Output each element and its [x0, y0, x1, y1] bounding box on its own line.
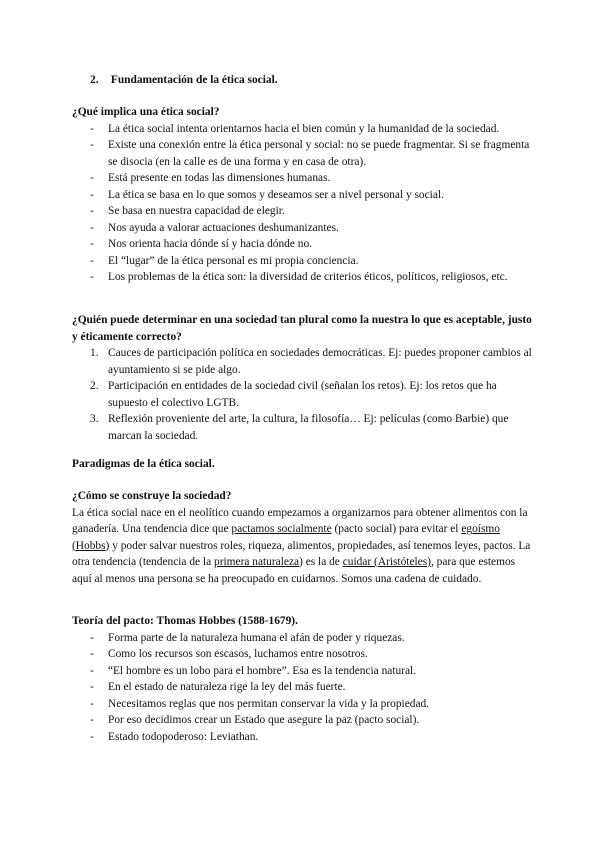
list-item: - Nos orienta hacia dónde sí y hacia dónde no.: [72, 236, 532, 253]
underlined-term: pactamos socialmente: [231, 523, 332, 535]
question-heading: ¿Cómo se construye la sociedad?: [72, 490, 232, 502]
list-item: - Se basa en nuestra capacidad de elegir.: [72, 203, 532, 220]
hobbes-block: [72, 613, 532, 745]
list-marker: 3.: [90, 413, 99, 425]
question-heading: ¿Qué implica una ética social?: [72, 106, 220, 118]
list-item: [72, 345, 532, 378]
list-item: - Como los recursos son escasos, luchamos entre nosotros.: [72, 646, 532, 663]
paradigms-heading: Paradigmas de la ética social.: [72, 458, 215, 470]
paragraph-text: La ética social nace en el neolítico cuando empezamos a organizarnos para obtener alimentos con la ganadería. Una tendencia dice que: [72, 506, 528, 535]
list-item: - Por eso decidimos crear un Estado que asegure la paz (pacto social).: [72, 712, 532, 729]
list-item: - Forma parte de la naturaleza humana el afán de poder y riquezas.: [72, 630, 532, 647]
list-item: - Nos ayuda a valorar actuaciones deshumanizantes.: [72, 220, 532, 237]
list-item: - Está presente en todas las dimensiones humanas.: [72, 170, 532, 187]
list-item: - La ética se basa en lo que somos y deseamos ser a nivel personal y social.: [72, 187, 532, 204]
paragraph: [72, 505, 532, 588]
section-heading: [72, 72, 532, 89]
underlined-term: primera naturaleza: [214, 556, 300, 568]
list-item-text: Cauces de participación política en sociedades democráticas. Ej: puedes proponer cambios al ayuntamiento si se pide algo.: [108, 347, 532, 376]
paragraph-text: y poder salvar nuestros roles, riqueza, alimentos, propiedades, así tenemos leyes, pactos. La otra tendencia (tendencia de la: [72, 539, 531, 568]
list-item: - En el estado de naturaleza rige la ley del más fuerte.: [72, 679, 532, 696]
list-marker: 2.: [90, 380, 99, 392]
list-item: [72, 378, 532, 411]
section-number: 2.: [90, 74, 99, 86]
list-item: - La ética social intenta orientarnos hacia el bien común y la humanidad de la sociedad.: [72, 121, 532, 138]
hobbes-heading: Teoría del pacto: Thomas Hobbes (1588-1679).: [72, 615, 298, 627]
list-item: - “El hombre es un lobo para el hombre”. Esa es la tendencia natural.: [72, 663, 532, 680]
list-marker: 1.: [90, 347, 99, 359]
list-item-text: Participación en entidades de la sociedad civil (señalan los retos). Ej: los retos que ha supuesto el colectivo LGTB.: [108, 380, 497, 409]
underlined-term: cuidar (Aristóteles): [342, 556, 431, 568]
numbered-list: [72, 345, 532, 444]
list-item: - Existe una conexión entre la ética personal y social: no se puede fragmentar. Si se fragmenta se disocia (en la calle es de una forma y en casa de otra).: [72, 137, 532, 170]
list-item: - Necesitamos reglas que nos permitan conservar la vida y la propiedad.: [72, 696, 532, 713]
paradigms-block: [72, 456, 532, 473]
paragraph-text: ) es la de: [299, 556, 343, 568]
section-title-row: [72, 72, 532, 89]
section-title: Fundamentación de la ética social.: [110, 74, 278, 86]
list-item-text: Reflexión proveniente del arte, la cultura, la filosofía… Ej: películas (como Barbie) que marcan la sociedad.: [108, 413, 509, 442]
bullet-list: [72, 630, 532, 746]
list-item: [72, 411, 532, 444]
list-item: - Los problemas de la ética son: la diversidad de criterios éticos, políticos, religiosos, etc.: [72, 269, 532, 286]
question-block-3: [72, 488, 532, 587]
question-block-2: [72, 312, 532, 444]
list-item: - Estado todopoderoso: Leviathan.: [72, 729, 532, 746]
paragraph-text: , para que estemos aquí al menos una persona se ha preocupado en cuidarnos. Somos una cadena de cuidado.: [72, 556, 516, 585]
underlined-term: egoísmo (Hobbs): [72, 523, 500, 552]
bullet-list: [72, 121, 532, 286]
question-heading: ¿Quién puede determinar en una sociedad tan plural como la nuestra lo que es aceptable, justo y éticamente correcto?: [72, 314, 532, 343]
list-item: - El “lugar” de la ética personal es mi propia conciencia.: [72, 253, 532, 270]
question-block-1: [72, 104, 532, 286]
paragraph-text: (pacto social) para evitar el: [331, 523, 462, 535]
